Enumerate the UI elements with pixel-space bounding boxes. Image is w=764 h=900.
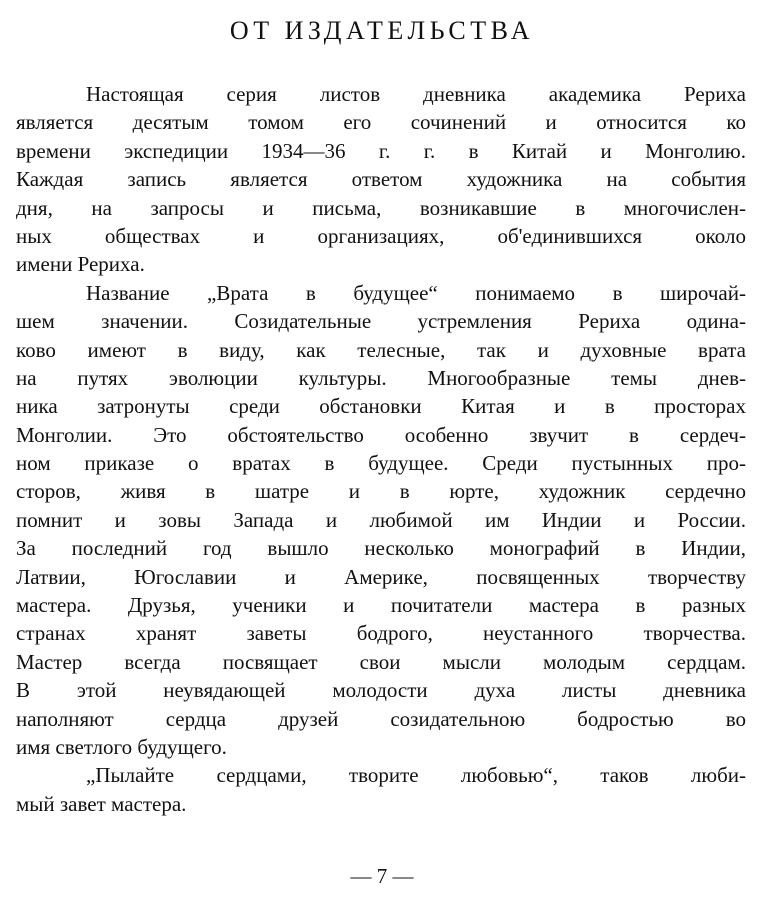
- text-line: За последний год вышло несколько монографий в Индии,: [16, 536, 746, 561]
- paragraph-2: [16, 279, 746, 762]
- page-number: — 7 —: [350, 864, 414, 888]
- text-line: Каждая запись является ответом художника на события: [16, 167, 746, 192]
- text-line: наполняют сердца друзей созидательною бодростью во: [16, 706, 746, 731]
- text-line: является десятым томом его сочинений и относится ко: [16, 110, 746, 135]
- text-line: имени Рериха.: [16, 252, 145, 277]
- text-line: сторов, живя в шатре и в юрте, художник сердечно: [16, 479, 746, 504]
- document-title: ОТ ИЗДАТЕЛЬСТВА: [229, 16, 535, 45]
- text-line: странах хранят заветы бодрого, неустанного творчества.: [16, 621, 746, 646]
- text-line: Мастер всегда посвящает свои мысли молодым сердцам.: [16, 649, 746, 674]
- text-line: ном приказе о вратах в будущее. Среди пустынных про-: [16, 451, 746, 476]
- text-line: ника затронуты среди обстановки Китая и в просторах: [16, 394, 746, 419]
- paragraph-3: [16, 761, 746, 818]
- text-line: мый завет мастера.: [16, 791, 187, 816]
- text-line: „Пылайте сердцами, творите любовью“, таков люби-: [86, 763, 746, 788]
- text-line: помнит и зовы Запада и любимой им Индии и России.: [16, 507, 746, 532]
- text-line: времени экспедиции 1934—36 г. г. в Китай и Монголию.: [16, 138, 746, 163]
- text-line: шем значении. Созидательные устремления Рериха одина-: [16, 309, 746, 334]
- text-line: Название „Врата в будущее“ понимаемо в широчай-: [86, 280, 746, 305]
- text-line: В этой неувядающей молодости духа листы дневника: [16, 678, 746, 703]
- text-line: Монголии. Это обстоятельство особенно звучит в сердеч-: [16, 422, 746, 447]
- text-line: дня, на запросы и письма, возникавшие в многочислен-: [16, 195, 746, 220]
- document-body: [16, 80, 746, 818]
- text-line: ных обществах и организациях, об'единившихся около: [16, 223, 746, 248]
- text-line: Латвии, Югославии и Америке, посвященных творчеству: [16, 564, 746, 589]
- paragraph-1: [16, 80, 746, 279]
- text-line: имя светлого будущего.: [16, 734, 227, 759]
- text-line: на путях эволюции культуры. Многообразные темы днев-: [16, 365, 746, 390]
- text-line: мастера. Друзья, ученики и почитатели мастера в разных: [16, 593, 746, 618]
- text-line: Настоящая серия листов дневника академика Рериха: [86, 82, 746, 106]
- text-line: ково имеют в виду, как телесные, так и духовные врата: [16, 337, 746, 362]
